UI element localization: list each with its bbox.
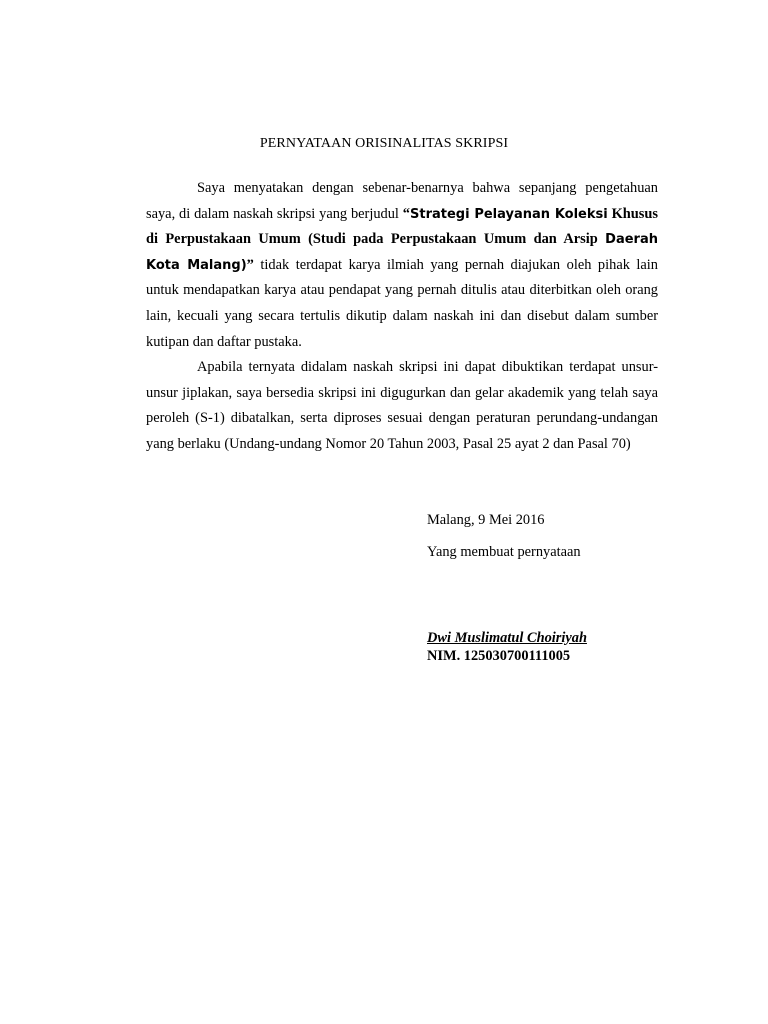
quote-close: ”: [246, 256, 254, 273]
thesis-title-part-3: Daerah Kota Malang): [146, 232, 658, 273]
thesis-title-part-1: Strategi Pelayanan Koleksi: [410, 206, 608, 222]
signature-place-date: Malang, 9 Mei 2016: [427, 512, 545, 528]
paragraph-1-rest: tidak terdapat karya ilmiah yang pernah diajukan oleh pihak lain untuk mendapatkan karya atau pendapat yang pernah ditulis atau diterbitkan oleh orang lain, kecuali yang secara tertulis dikutip dalam naskah ini dan disebut dalam sumber kutipan dan daftar pustaka.: [146, 256, 659, 350]
statement-paragraph-1: [146, 176, 658, 355]
document-title: PERNYATAAN ORISINALITAS SKRIPSI: [259, 136, 509, 151]
paragraph-1-intro: Saya menyatakan dengan sebenar-benarnya bahwa sepanjang pengetahuan saya, di dalam naskah skripsi yang berjudul: [146, 180, 658, 222]
statement-body: [146, 176, 658, 458]
thesis-title-part-2: Khusus di Perpustakaan Umum (Studi pada Perpustakaan Umum dan Arsip: [146, 205, 658, 248]
quote-open: “: [402, 205, 410, 222]
signature-role: Yang membuat pernyataan: [427, 544, 581, 560]
signatory-name: Dwi Muslimatul Choiriyah: [427, 630, 587, 646]
statement-paragraph-2: Apabila ternyata didalam naskah skripsi ini dapat dibuktikan terdapat unsur-unsur jiplakan, saya bersedia skripsi ini digugurkan dan gelar akademik yang telah saya peroleh (S-1) dibatalkan, serta diproses sesuai dengan peraturan perundang-undangan yang berlaku (Undang-undang Nomor 20 Tahun 2003, Pasal 25 ayat 2 dan Pasal 70): [146, 359, 658, 452]
signatory-nim: NIM. 125030700111005: [427, 648, 571, 664]
